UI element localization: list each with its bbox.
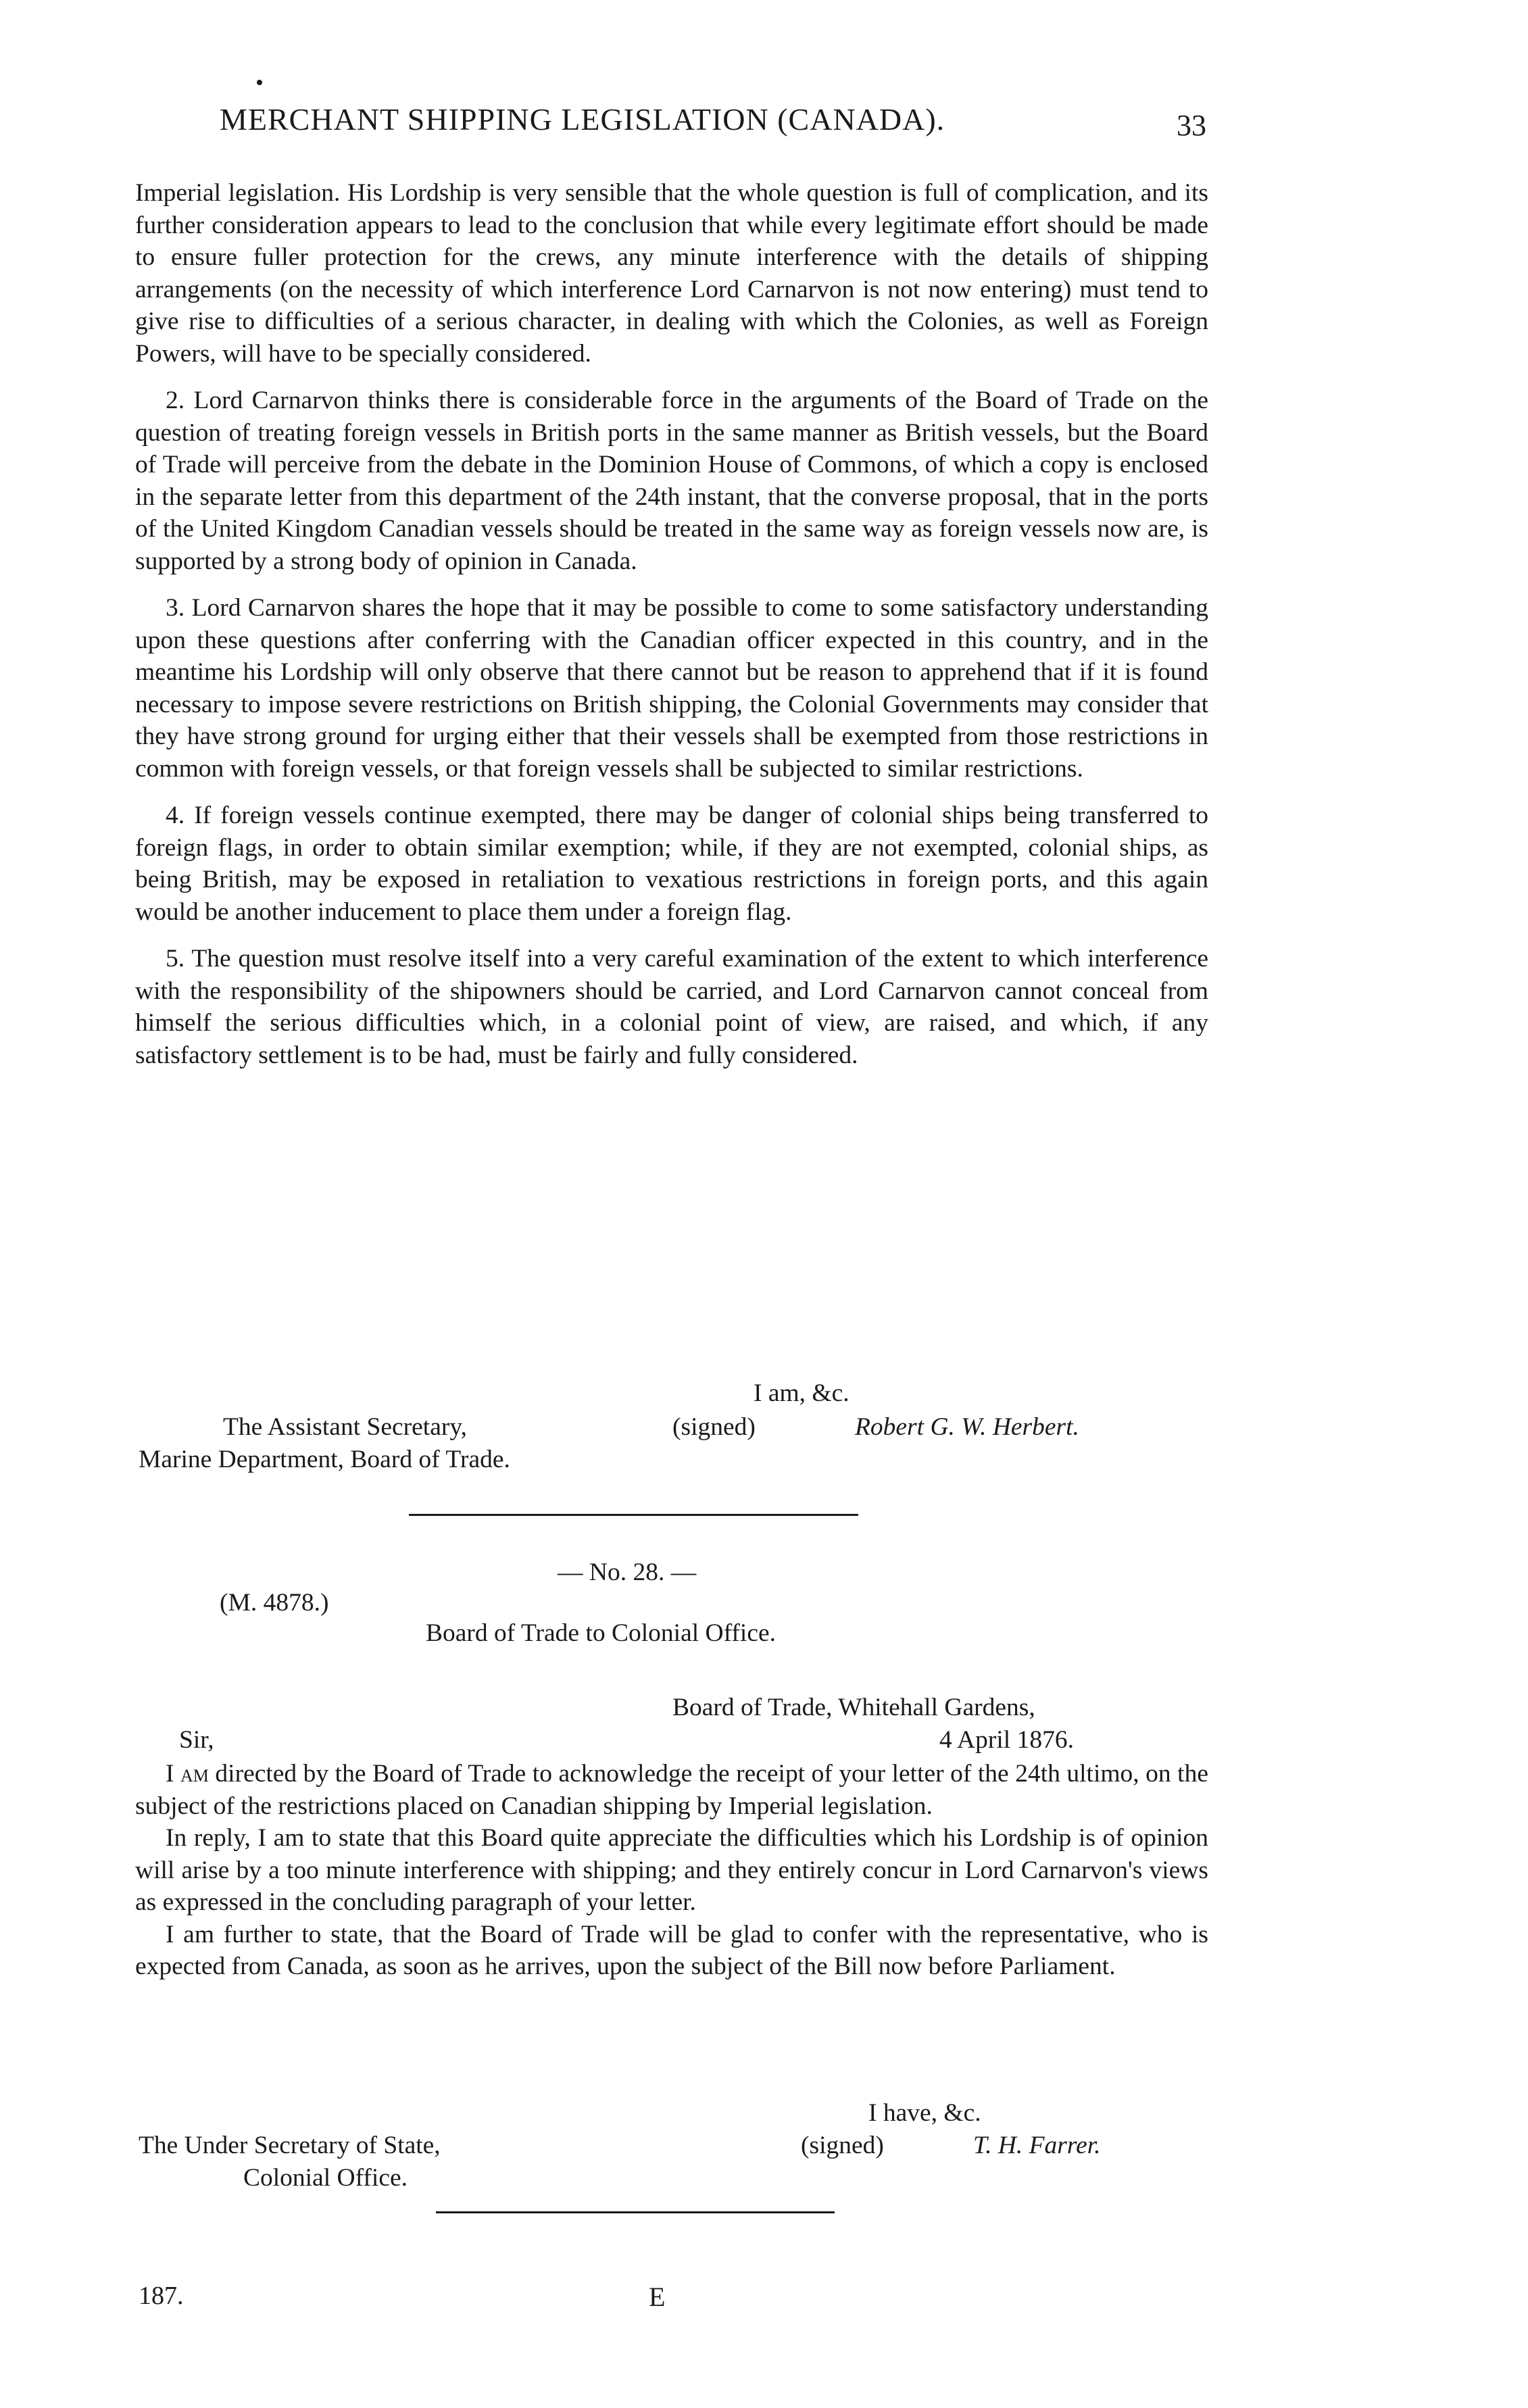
letter2-reference: (M. 4878.) [220,1589,329,1617]
section-divider [436,2211,835,2213]
letter1-paragraph: 2. Lord Carnarvon thinks there is considerable force in the arguments of the Board of Trade on the question of treating foreign vessels in British ports in the same manner as British vessels, but the Board of Trade will perceive from the debate in the Dominion House of Commons, of which a copy is enclosed in the separate letter from this department of the 24th instant, that the converse proposal, that in the ports of the United Kingdom Canadian vessels should be treated in the same way as foreign vessels now are, is supported by a strong body of opinion in Canada. [135,387,1208,575]
letter2-body [135,1758,1208,1983]
letter2-signed: (signed) [801,2132,884,2159]
letter1-addressee-line2: Marine Department, Board of Trade. [139,1446,510,1473]
letter1-signatory: Robert G. W. Herbert. [855,1413,1079,1441]
section-divider [409,1514,858,1516]
letter2-address-line2: 4 April 1876. [939,1726,1074,1754]
page-number: 33 [1177,109,1206,142]
letter2-paragraph [135,1758,1208,1822]
letter1-addressee-line1: The Assistant Secretary, [223,1413,468,1441]
letter2-address-line1: Board of Trade, Whitehall Gardens, [672,1694,1035,1721]
running-title: MERCHANT SHIPPING LEGISLATION (CANADA). [220,102,945,137]
letter2-number: — No. 28. — [558,1558,697,1586]
letter1-paragraph: 3. Lord Carnarvon shares the hope that it may be possible to come to some satisfactory understanding upon these questions after conferring with the Canadian officer expected in this country, and in the meantime his Lordship will only observe that there cannot but be reason to apprehend that if it is found necessary to impose severe restrictions on British shipping, the Colonial Governments may consider that they have strong ground for urging either that their vessels shall be exempted from those restrictions in common with foreign vessels, or that foreign vessels shall be subjected to similar restrictions. [135,594,1208,783]
letter1-closing: I am, &c. [754,1379,849,1407]
letter2-addressee-line2: Colonial Office. [243,2164,408,2192]
letter1-signed: (signed) [672,1413,756,1441]
letter2-heading: Board of Trade to Colonial Office. [426,1619,776,1647]
printer-dot-mark [257,80,262,85]
running-header [220,101,1206,149]
letter1-paragraph: 4. If foreign vessels continue exempted, there may be danger of colonial ships being transferred to foreign flags, in order to obtain similar exemption; while, if they are not exempted, colonial ships, as being British, may be exposed in retaliation to vexatious restrictions in foreign ports, and this again would be another inducement to place them under a foreign flag. [135,802,1208,926]
letter2-opening-word: I am [166,1760,209,1788]
footer-print-number: 187. [139,2282,184,2310]
footer-signature-mark: E [649,2282,666,2312]
letter2-salutation: Sir, [179,1726,214,1754]
letter1-paragraph: 5. The question must resolve itself into a very careful examination of the extent to which interference with the responsibility of the shipowners should be carried, and Lord Carnarvon cannot conceal from himself the serious difficulties which, in a colonial point of view, are raised, and which, if any satisfactory settlement is to be had, must be fairly and fully considered. [135,945,1208,1069]
letter2-closing: I have, &c. [868,2099,981,2127]
letter2-paragraph-text: directed by the Board of Trade to acknowledge the receipt of your letter of the 24th ultimo, on the subject of the restrictions placed on Canadian shipping by Imperial legislation. [135,1760,1208,1820]
letter2-paragraph: In reply, I am to state that this Board quite appreciate the difficulties which his Lordship is of opinion will arise by a too minute interference with shipping; and they entirely concur in Lord Carnarvon's views as expressed in the concluding paragraph of your letter. [135,1824,1208,1916]
letter2-signatory: T. H. Farrer. [973,2132,1101,2159]
letter2-addressee-line1: The Under Secretary of State, [139,2132,441,2159]
letter2-paragraph: I am further to state, that the Board of Trade will be glad to confer with the representative, who is expected from Canada, as soon as he arrives, upon the subject of the Bill now before Parliament. [135,1920,1208,1980]
letter1-paragraph: Imperial legislation. His Lordship is very sensible that the whole question is full of complication, and its further consideration appears to lead to the conclusion that while every legitimate effort should be made to ensure fuller protection for the crews, any minute interference with the details of shipping arrangements (on the necessity of which interference Lord Carnarvon is not now entering) must tend to give rise to difficulties of a serious character, in dealing with which the Colonies, as well as Foreign Powers, will have to be specially considered. [135,179,1208,368]
letter1-body [135,177,1208,1071]
